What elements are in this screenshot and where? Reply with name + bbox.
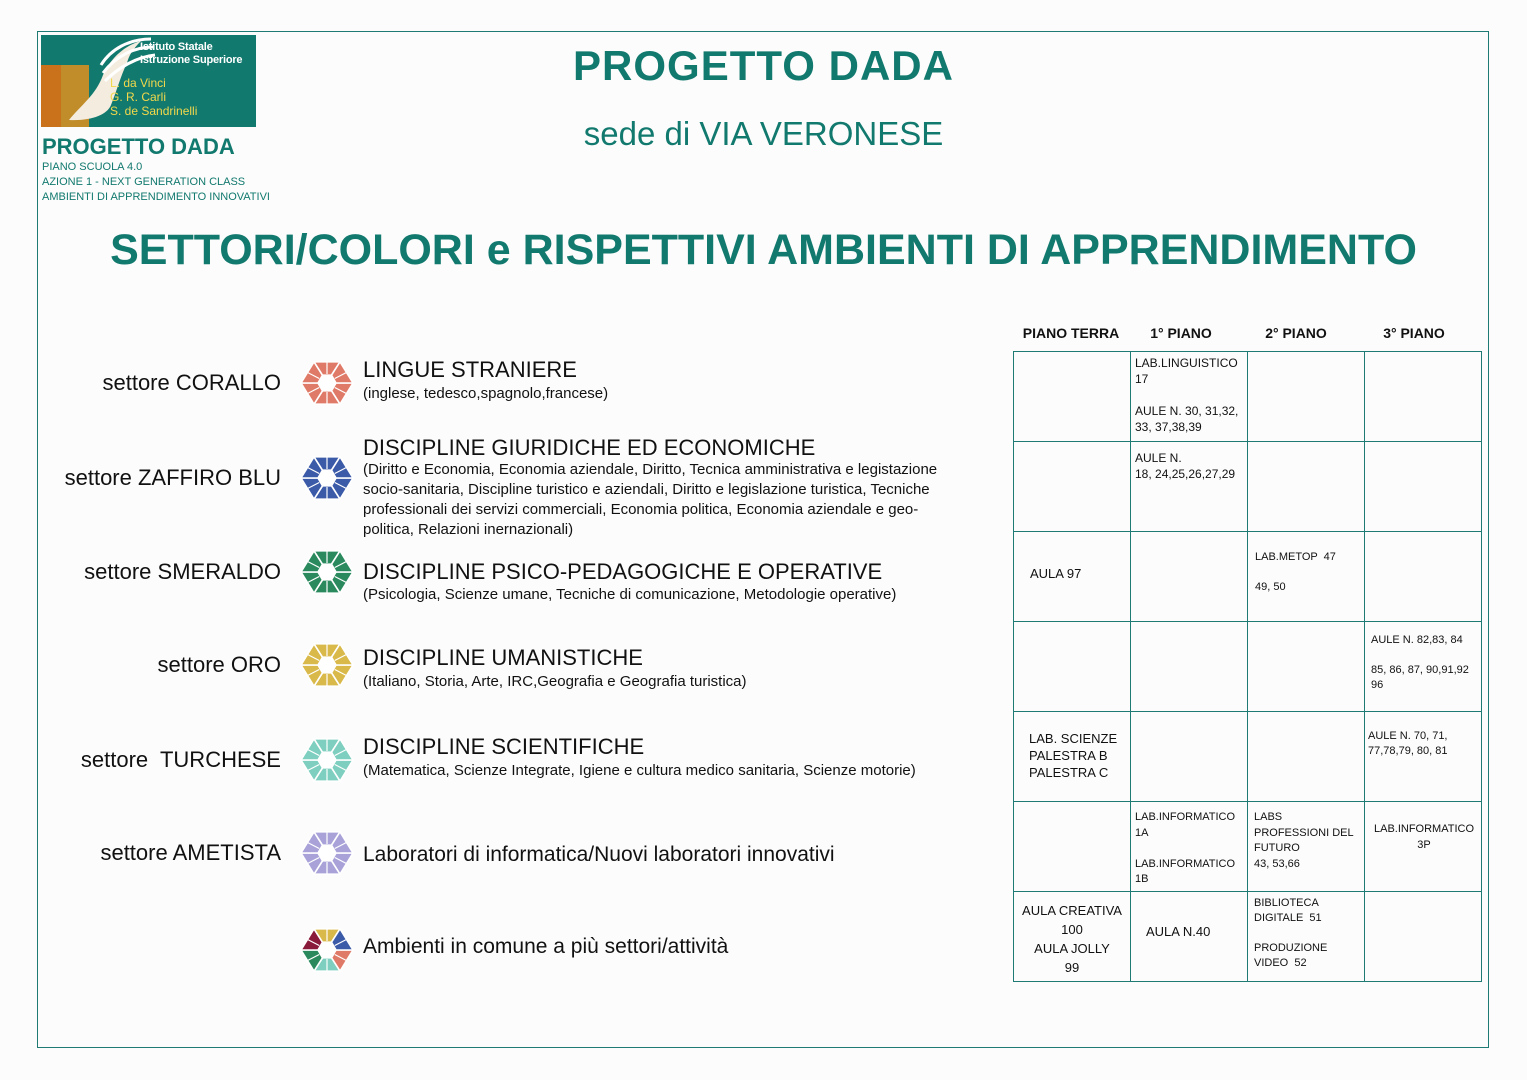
column-header-secondo-piano: 2° PIANO: [1265, 325, 1327, 341]
sector-title-turchese: DISCIPLINE SCIENTIFICHE: [363, 734, 645, 759]
sector-text-ametista: Laboratori di informatica/Nuovi laboratori innovativi: [363, 843, 835, 866]
sector-label-zaffiro: settore ZAFFIRO BLU: [64, 465, 281, 490]
side-block-line: AMBIENTI DI APPRENDIMENTO INNOVATIVI: [42, 191, 270, 203]
table-cell: [1014, 352, 1131, 442]
hexagon-turchese-icon: [300, 735, 354, 785]
logo-school-name: S. de Sandrinelli: [110, 104, 198, 118]
table-cell: [1131, 442, 1248, 532]
sector-subtitle-turchese: (Matematica, Scienze Integrate, Igiene e cultura medico sanitaria, Scienze motorie): [363, 762, 916, 779]
cell-text: BIBLIOTECA DIGITALE 51 PRODUZIONE VIDEO 52: [1254, 897, 1328, 969]
hexagon-zaffiro-icon: [300, 453, 354, 503]
sector-label-ametista: settore AMETISTA: [100, 840, 281, 865]
table-cell: [1248, 622, 1365, 712]
cell-text: LAB.INFORMATICO 3P: [1373, 823, 1475, 851]
table-cell: [1365, 622, 1482, 712]
table-cell: [1131, 892, 1248, 982]
table-cell: [1365, 532, 1482, 622]
table-row: [1014, 352, 1482, 442]
hexagon-center: [319, 470, 335, 486]
side-block-line: PIANO SCUOLA 4.0: [42, 161, 143, 173]
table-cell: [1365, 802, 1482, 892]
table-cell: [1014, 622, 1131, 712]
cell-text: AULA 97: [1030, 566, 1082, 581]
table-row: [1014, 622, 1482, 712]
sector-title-corallo: LINGUE STRANIERE: [363, 357, 577, 382]
column-header-terzo-piano: 3° PIANO: [1383, 325, 1445, 341]
side-block-lines: [42, 160, 270, 205]
table-cell: [1131, 712, 1248, 802]
table-cell: [1131, 532, 1248, 622]
hexagon-center: [319, 564, 335, 580]
sector-label-oro: settore ORO: [157, 652, 281, 677]
hexagon-oro-icon: [300, 640, 354, 690]
column-header-piano-terra: PIANO TERRA: [1022, 325, 1120, 341]
table-cell: [1014, 892, 1131, 982]
table-cell: [1365, 892, 1482, 982]
table-cell: [1365, 442, 1482, 532]
table-cell: [1131, 802, 1248, 892]
table-row: [1014, 712, 1482, 802]
logo-school-name: G. R. Carli: [110, 90, 167, 104]
logo-institute-line: Istituto Statale: [140, 41, 213, 53]
table-cell: [1014, 802, 1131, 892]
cell-text: AULA CREATIVA 100 AULA JOLLY 99: [1022, 903, 1122, 975]
table-cell: [1014, 532, 1131, 622]
page-title: [0, 42, 1527, 90]
sector-label-turchese: settore TURCHESE: [80, 747, 281, 772]
table-cell: [1248, 712, 1365, 802]
table-cell: [1365, 352, 1482, 442]
page-subtitle: sede di VIA VERONESE: [583, 115, 944, 152]
table-cell: [1248, 442, 1365, 532]
sector-label-smeraldo: settore SMERALDO: [84, 559, 281, 584]
cell-text: LAB. SCIENZE PALESTRA B PALESTRA C: [1029, 731, 1118, 780]
table-cell: [1131, 622, 1248, 712]
table-row: [1014, 442, 1482, 532]
table-row: [1014, 892, 1482, 982]
table-cell: [1014, 442, 1131, 532]
table-row: [1014, 532, 1482, 622]
hexagon-mixed-icon: [300, 925, 354, 975]
hexagon-center: [319, 845, 335, 861]
sector-label-corallo: settore CORALLO: [102, 370, 281, 395]
table-cell: [1248, 532, 1365, 622]
hexagon-corallo-icon: [300, 358, 354, 408]
section-heading: SETTORI/COLORI e RISPETTIVI AMBIENTI DI APPRENDIMENTO: [110, 226, 1417, 274]
table-cell: [1014, 712, 1131, 802]
column-header-primo-piano: 1° PIANO: [1150, 325, 1212, 341]
hexagon-center: [319, 752, 335, 768]
common-spaces-text: Ambienti in comune a più settori/attività: [363, 935, 729, 958]
cell-text: LAB.INFORMATICO 1A LAB.INFORMATICO 1B: [1135, 811, 1236, 885]
cell-text: LAB.METOP 47 49, 50: [1255, 551, 1336, 593]
sector-title-oro: DISCIPLINE UMANISTICHE: [363, 645, 643, 670]
logo-institute-line: Istruzione Superiore: [140, 54, 243, 66]
sector-subtitle-smeraldo: (Psicologia, Scienze umane, Tecniche di comunicazione, Metodologie operative): [363, 586, 897, 603]
logo-school-name: L. da Vinci: [110, 76, 166, 90]
hexagon-ametista-icon: [300, 828, 354, 878]
sector-title-smeraldo: DISCIPLINE PSICO-PEDAGOGICHE E OPERATIVE: [363, 559, 883, 584]
hexagon-center: [319, 657, 335, 673]
cell-text: LAB.LINGUISTICO 17 AULE N. 30, 31,32, 33, 37,38,39: [1135, 356, 1239, 434]
hexagon-smeraldo-icon: [300, 547, 354, 597]
table-cell: [1248, 802, 1365, 892]
sector-subtitle-corallo: (inglese, tedesco,spagnolo,francese): [363, 385, 609, 402]
cell-text: LABS PROFESSIONI DEL FUTURO 43, 53,66: [1254, 811, 1354, 870]
table-cell: [1131, 352, 1248, 442]
floor-rooms-table: [1013, 351, 1482, 982]
table-row: [1014, 802, 1482, 892]
side-block-title: PROGETTO DADA: [42, 134, 235, 159]
sector-subtitle-oro: (Italiano, Storia, Arte, IRC,Geografia e Geografia turistica): [363, 673, 747, 690]
cell-text: AULE N. 18, 24,25,26,27,29: [1135, 451, 1236, 481]
cell-text: AULA N.40: [1146, 924, 1211, 939]
cell-text: AULE N. 70, 71, 77,78,79, 80, 81: [1368, 730, 1448, 757]
table-cell: [1365, 712, 1482, 802]
hexagon-center: [319, 942, 335, 958]
table-cell: [1248, 892, 1365, 982]
side-block-line: AZIONE 1 - NEXT GENERATION CLASS: [42, 176, 246, 188]
sector-subtitle-zaffiro: (Diritto e Economia, Economia aziendale, Diritto, Tecnica amministrativa e legistazione socio-sanitaria, Discipline turistico e aziendali, Diritto e legislazione turistica, Tecniche professionali dei servizi commerciali, Economia politica, Economia aziendale e geo-politica, Relazioni inernazionali): [363, 461, 938, 538]
sector-title-zaffiro: DISCIPLINE GIURIDICHE ED ECONOMICHE: [363, 435, 816, 460]
table-cell: [1248, 352, 1365, 442]
cell-text: AULE N. 82,83, 84 85, 86, 87, 90,91,92 96: [1371, 634, 1469, 691]
hexagon-center: [319, 375, 335, 391]
page-title-text: PROGETTO DADA: [573, 42, 954, 89]
